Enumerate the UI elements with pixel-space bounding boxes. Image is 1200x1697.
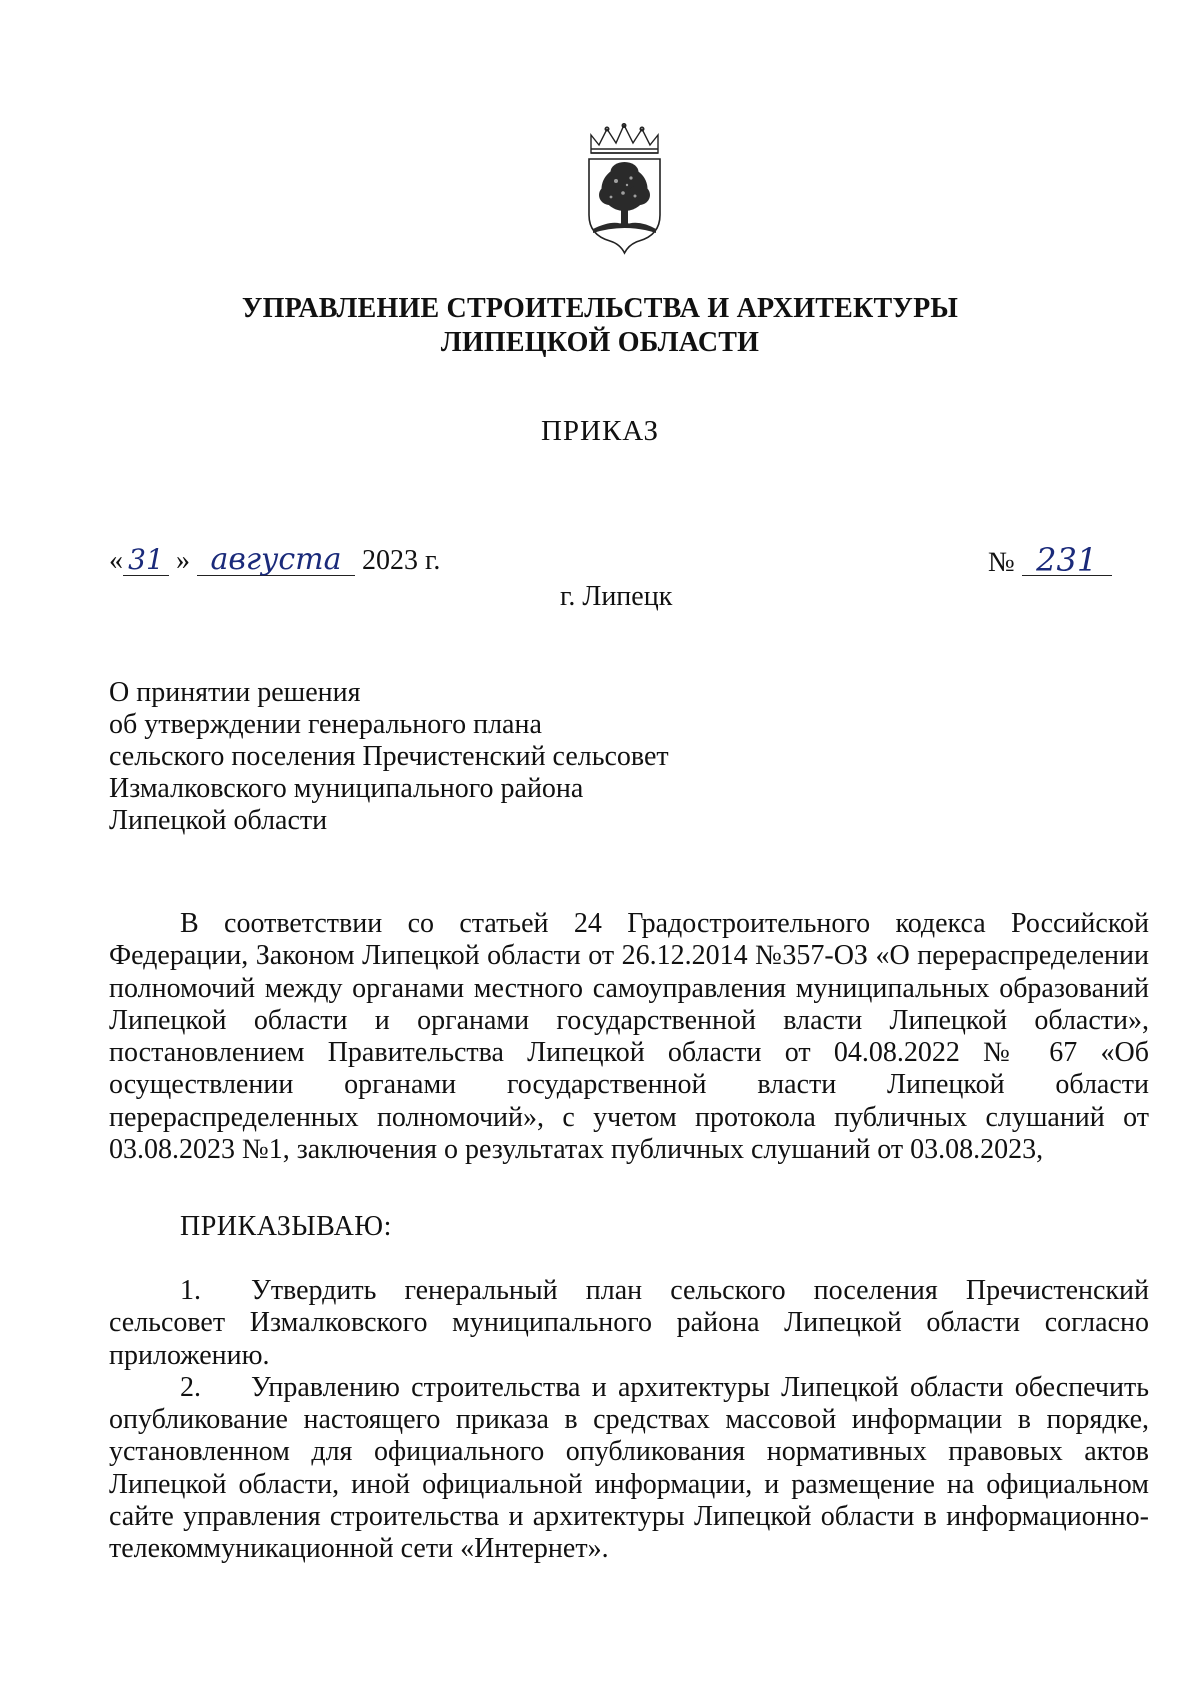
order-item-number: 1. bbox=[180, 1275, 201, 1306]
subject-line: сельского поселения Пречистенский сельсовет bbox=[109, 741, 669, 772]
organization-name-line2: ЛИПЕЦКОЙ ОБЛАСТИ bbox=[440, 327, 760, 358]
document-type-title: ПРИКАЗ bbox=[540, 415, 660, 447]
organization-name-line1: УПРАВЛЕНИЕ СТРОИТЕЛЬСТВА И АРХИТЕКТУРЫ bbox=[241, 293, 959, 324]
decree-heading: ПРИКАЗЫВАЮ: bbox=[180, 1211, 392, 1242]
date-open-quote: « bbox=[109, 545, 123, 576]
subject-line: Липецкой области bbox=[109, 805, 328, 836]
subject-line: Измалковского муниципального района bbox=[109, 773, 584, 804]
number-label: № bbox=[988, 547, 1015, 578]
document-date bbox=[109, 542, 441, 577]
date-month-handwritten: августа bbox=[197, 545, 355, 576]
order-item bbox=[109, 1372, 1149, 1566]
date-close-quote: » bbox=[176, 545, 190, 576]
order-item-number: 2. bbox=[180, 1371, 201, 1403]
preamble-paragraph: В соответствии со статьей 24 Градостроительного кодекса Российской Федерации, Законом Липецкой области от 26.12.2014 №357-ОЗ «О перераспределении полномочий между органами местного самоуправления муниципальных образований Липецкой области и органами государственной власти Липецкой области», постановлением Правительства Липецкой области от 04.08.2022 № 67 «Об осуществлении органами государственной власти Липецкой области перераспределенных полномочий», с учетом протокола публичных слушаний от 03.08.2023 №1, заключения о результатах публичных слушаний от 03.08.2023, bbox=[109, 908, 1149, 1166]
organization-name bbox=[0, 292, 1200, 360]
document-number bbox=[988, 541, 1112, 579]
coat-of-arms-icon bbox=[583, 123, 666, 258]
order-items bbox=[109, 1275, 1149, 1566]
order-item-text: Утвердить генеральный план сельского поселения Пречистенский сельсовет Измалковского муниципального района Липецкой области согласно приложению. bbox=[109, 1275, 1149, 1371]
date-day-handwritten: 31 bbox=[123, 545, 169, 576]
number-value-handwritten: 231 bbox=[1022, 545, 1112, 576]
subject-line: об утверждении генерального плана bbox=[109, 709, 542, 740]
document-city: г. Липецк bbox=[560, 581, 673, 612]
order-item bbox=[109, 1275, 1149, 1372]
document-subject bbox=[109, 677, 809, 837]
order-item-text: Управлению строительства и архитектуры Липецкой области обеспечить опубликование настоящего приказа в средствах массовой информации в порядке, установленном для официального опубликования нормативных правовых актов Липецкой области, иной официальной информации, и размещение на официальном сайте управления строительства и архитектуры Липецкой области в информационно-телекоммуникационной сети «Интернет». bbox=[109, 1371, 1149, 1565]
subject-line: О принятии решения bbox=[109, 677, 361, 708]
date-year: 2023 г. bbox=[362, 545, 441, 576]
